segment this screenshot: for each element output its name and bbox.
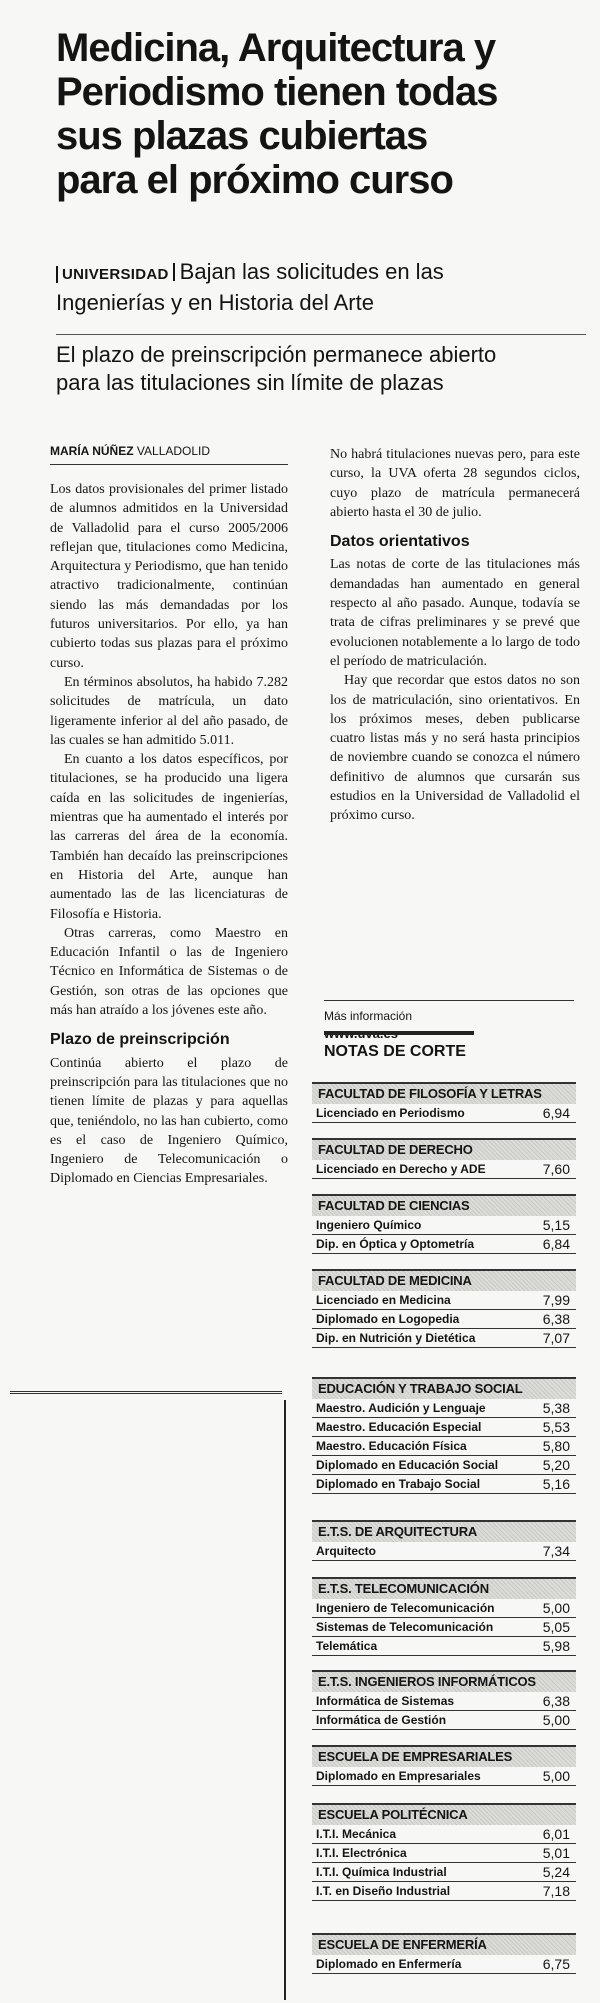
headline-line: Periodismo tienen todas <box>56 70 498 114</box>
kicker-text: Ingenierías y en Historia del Arte <box>56 290 374 315</box>
kicker-separator <box>173 263 175 281</box>
degree-name: I.T. en Diseño Industrial <box>316 1884 451 1898</box>
byline <box>50 444 288 465</box>
faculty-block <box>312 1082 576 1123</box>
faculty-block <box>312 1577 576 1656</box>
degree-name: Diplomado en Logopedia <box>316 1312 460 1326</box>
degree-name: I.T.I. Electrónica <box>316 1846 407 1860</box>
table-row <box>312 1955 576 1974</box>
table-row <box>312 1475 576 1494</box>
table-row <box>312 1310 576 1329</box>
kicker-section: UNIVERSIDAD <box>56 266 169 283</box>
cutoff-grade: 7,60 <box>542 1161 570 1177</box>
cutoff-grade: 5,80 <box>542 1438 570 1454</box>
article-paragraph: Hay que recordar que estos datos no son los de matriculación, sino orientativos. En los próximos meses, deben publicarse cuatro listas más y no será hasta principios de noviembre cuando se conozca el número definitivo de alumnos que cursarán sus estudios en la Universidad de Valladolid el próximo curso. <box>330 673 580 824</box>
table-row <box>312 1618 576 1637</box>
table-row <box>312 1825 576 1844</box>
table-row <box>312 1104 576 1123</box>
faculty-name: ESCUELA DE EMPRESARIALES <box>312 1745 576 1767</box>
cutoff-grade: 5,00 <box>542 1712 570 1728</box>
degree-name: Licenciado en Periodismo <box>316 1106 465 1120</box>
faculty-block <box>312 1377 576 1494</box>
section-subtitle: Datos orientativos <box>330 533 470 551</box>
right-column <box>330 445 580 826</box>
table-row <box>312 1160 576 1179</box>
cutoff-grade: 7,18 <box>542 1883 570 1899</box>
faculty-name: E.T.S. DE ARQUITECTURA <box>312 1520 576 1542</box>
cutoff-grade: 6,38 <box>542 1693 570 1709</box>
table-row <box>312 1399 576 1418</box>
table-row <box>312 1542 576 1561</box>
byline-author: MARÍA NÚÑEZ <box>50 444 134 458</box>
subheadline <box>56 334 586 397</box>
faculty-name: E.T.S. TELECOMUNICACIÓN <box>312 1577 576 1599</box>
cutoff-grade: 5,53 <box>542 1419 570 1435</box>
degree-name: Diplomado en Empresariales <box>316 1769 481 1783</box>
more-info-link[interactable]: www.uva.es <box>324 1026 398 1041</box>
article-paragraph: En términos absolutos, ha habido 7.282 solicitudes de matrícula, un dato ligeramente inferior al del año pasado, de las cuales se han admitido 5.011. <box>50 674 288 748</box>
cutoff-grade: 5,16 <box>542 1476 570 1492</box>
degree-name: Dip. en Óptica y Optometría <box>316 1237 475 1251</box>
cutoff-grade: 5,24 <box>542 1864 570 1880</box>
headline-line: Medicina, Arquitectura y <box>56 26 496 70</box>
cutoff-grade: 6,38 <box>542 1311 570 1327</box>
faculty-name: FACULTAD DE FILOSOFÍA Y LETRAS <box>312 1082 576 1104</box>
faculty-block <box>312 1803 576 1901</box>
cutoff-grade: 6,01 <box>542 1826 570 1842</box>
cutoff-grade: 5,00 <box>542 1600 570 1616</box>
article-paragraph: En cuanto a los datos específicos, por titulaciones, se ha producido una ligera caída en las solicitudes de ingenierías, mientras que ha aumentado el interés por las carreras del área de la economía. También han decaído las preinscripciones en Historia del Arte, aunque han aumentado las de las licenciaturas de Filosofía e Historia. <box>50 752 288 922</box>
faculty-name: EDUCACIÓN Y TRABAJO SOCIAL <box>312 1377 576 1399</box>
more-info-label: Más información <box>324 1009 413 1023</box>
degree-name: I.T.I. Química Industrial <box>316 1865 447 1879</box>
headline-line: sus plazas cubiertas <box>56 114 428 158</box>
article-paragraph: Continúa abierto el plazo de preinscripción para las titulaciones que no tienen límite de plazas y para aquellas que, teniéndolo, no las han cubierto, como es el caso de Ingeniero Químico, Ingeniero de Telecomunicación o Diplomado en Ciencias Empresariales. <box>50 1055 288 1187</box>
degree-name: Diplomado en Educación Social <box>316 1458 499 1472</box>
subheadline-line: El plazo de preinscripción permanece abierto <box>56 342 497 367</box>
faculty-block <box>312 1670 576 1730</box>
degree-name: Maestro. Educación Física <box>316 1439 467 1453</box>
degree-name: Arquitecto <box>316 1544 376 1558</box>
degree-name: Diplomado en Trabajo Social <box>316 1477 481 1491</box>
headline-line: para el próximo curso <box>56 158 453 202</box>
faculty-block <box>312 1745 576 1786</box>
faculty-name: ESCUELA DE ENFERMERÍA <box>312 1933 576 1955</box>
table-row <box>312 1329 576 1348</box>
cutoff-grade: 6,75 <box>542 1956 570 1972</box>
degree-name: Ingeniero de Telecomunicación <box>316 1601 495 1615</box>
cutoff-grade: 7,07 <box>542 1330 570 1346</box>
faculty-name: ESCUELA POLITÉCNICA <box>312 1803 576 1825</box>
faculty-block <box>312 1933 576 1974</box>
cutoff-grade: 5,15 <box>542 1217 570 1233</box>
section-subtitle: Plazo de preinscripción <box>50 1031 230 1049</box>
degree-name: Licenciado en Derecho y ADE <box>316 1162 486 1176</box>
degree-name: Maestro. Audición y Lenguaje <box>316 1401 486 1415</box>
cutoff-grade: 5,98 <box>542 1638 570 1654</box>
faculty-name: E.T.S. INGENIEROS INFORMÁTICOS <box>312 1670 576 1692</box>
cutoff-grade: 7,99 <box>542 1292 570 1308</box>
degree-name: I.T.I. Mecánica <box>316 1827 397 1841</box>
cutoff-grade: 5,01 <box>542 1845 570 1861</box>
faculty-block <box>312 1520 576 1561</box>
degree-name: Ingeniero Químico <box>316 1218 422 1232</box>
degree-name: Telemática <box>316 1639 378 1653</box>
article-paragraph: Otras carreras, como Maestro en Educación Infantil o las de Ingeniero Técnico en Informática de Sistemas o de Gestión, son otras de las opciones que más han atraído a los jóvenes este año. <box>50 925 288 1019</box>
article-paragraph: No habrá titulaciones nuevas pero, para este curso, la UVA oferta 28 segundos ciclos, cuyo plazo de matrícula permanecerá abierto hasta el 30 de julio. <box>330 447 580 520</box>
left-column <box>50 480 288 1189</box>
table-row <box>312 1767 576 1786</box>
degree-name: Licenciado en Medicina <box>316 1293 451 1307</box>
table-row <box>312 1844 576 1863</box>
table-row <box>312 1882 576 1901</box>
notas-title: NOTAS DE CORTE <box>324 1031 474 1061</box>
table-row <box>312 1692 576 1711</box>
cutoff-grade: 5,00 <box>542 1768 570 1784</box>
column-rule <box>10 1391 282 1394</box>
faculty-name: FACULTAD DE DERECHO <box>312 1138 576 1160</box>
table-row <box>312 1437 576 1456</box>
table-row <box>312 1216 576 1235</box>
faculty-block <box>312 1138 576 1179</box>
faculty-name: FACULTAD DE MEDICINA <box>312 1269 576 1291</box>
kicker-row <box>56 258 586 317</box>
byline-place: VALLADOLID <box>136 444 211 458</box>
cutoff-grade: 6,94 <box>542 1105 570 1121</box>
degree-name: Maestro. Educación Especial <box>316 1420 482 1434</box>
kicker-text: Bajan las solicitudes en las <box>179 259 444 284</box>
table-row <box>312 1456 576 1475</box>
subheadline-line: para las titulaciones sin límite de plazas <box>56 370 444 395</box>
cutoff-grade: 6,84 <box>542 1236 570 1252</box>
cutoff-grade: 5,20 <box>542 1457 570 1473</box>
faculty-block <box>312 1194 576 1254</box>
degree-name: Dip. en Nutrición y Dietética <box>316 1331 476 1345</box>
degree-name: Informática de Gestión <box>316 1713 447 1727</box>
article-paragraph: Las notas de corte de las titulaciones más demandadas han aumentado en general respecto al año pasado. Aunque, todavía se trata de cifras preliminares y se prevé que evolucionen notablemente a lo largo de todo el período de matriculación. <box>330 557 580 669</box>
article-paragraph: Los datos provisionales del primer listado de alumnos admitidos en la Universidad de Valladolid para el curso 2005/2006 reflejan que, titulaciones como Medicina, Arquitectura y Periodismo, que han tenido atractivo tradicionalmente, continúan siendo las más demandadas por los futuros universitarios. Por ello, ya han cubierto todas sus plazas para el próximo curso. <box>50 482 288 671</box>
degree-name: Informática de Sistemas <box>316 1694 455 1708</box>
degree-name: Diplomado en Enfermería <box>316 1957 462 1971</box>
faculty-name: FACULTAD DE CIENCIAS <box>312 1194 576 1216</box>
faculty-block <box>312 1269 576 1348</box>
table-row <box>312 1291 576 1310</box>
table-row <box>312 1711 576 1730</box>
table-row <box>312 1418 576 1437</box>
vertical-rule <box>284 1400 286 2000</box>
cutoff-grade: 5,38 <box>542 1400 570 1416</box>
table-row <box>312 1235 576 1254</box>
degree-name: Sistemas de Telecomunicación <box>316 1620 494 1634</box>
cutoff-grade: 7,34 <box>542 1543 570 1559</box>
cutoff-grade: 5,05 <box>542 1619 570 1635</box>
headline <box>56 26 586 202</box>
table-row <box>312 1637 576 1656</box>
table-row <box>312 1863 576 1882</box>
table-row <box>312 1599 576 1618</box>
